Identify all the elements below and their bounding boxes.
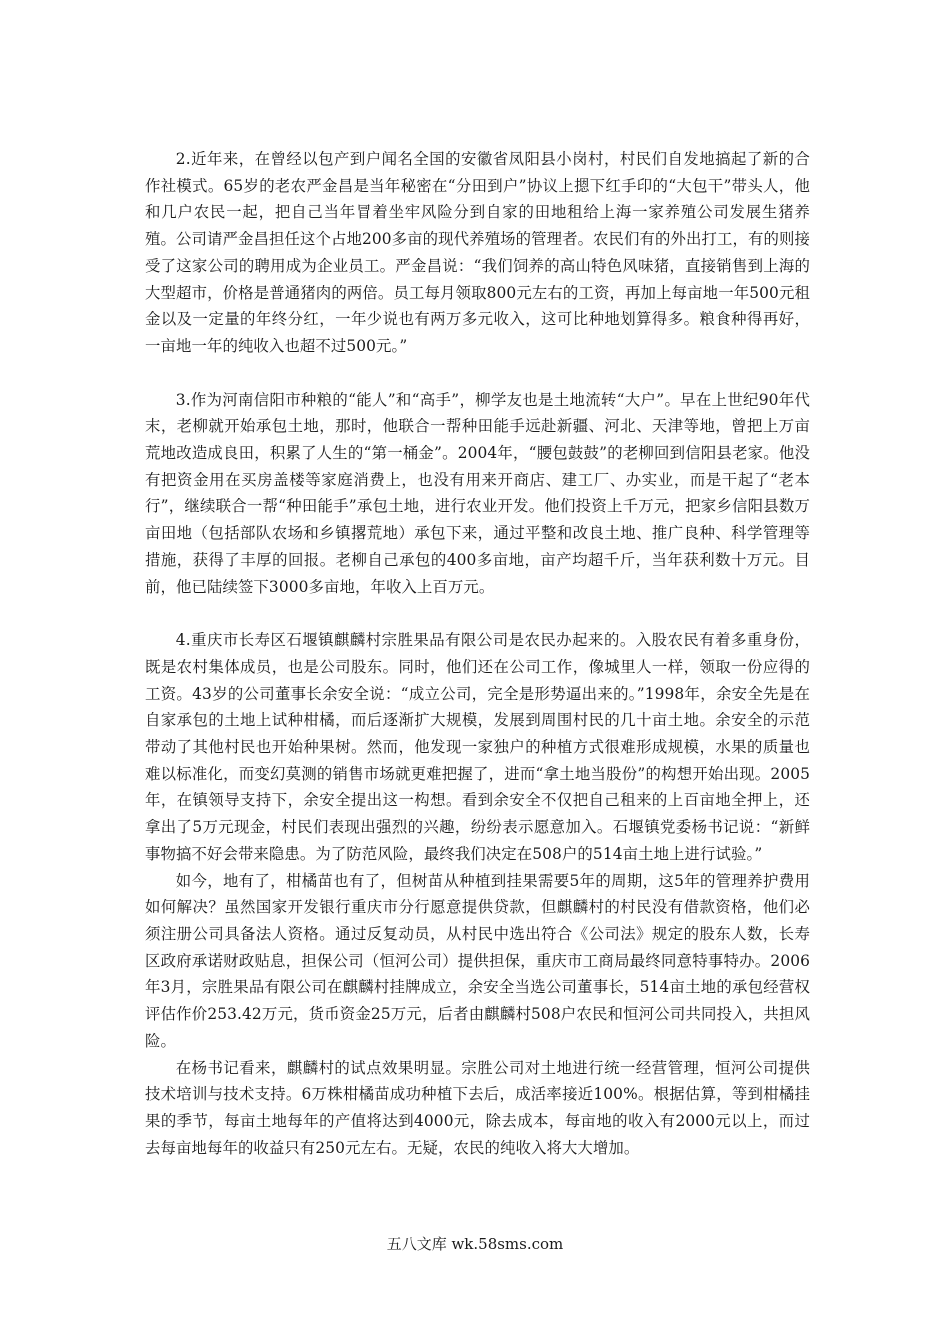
- paragraph-spacer: [145, 600, 810, 627]
- page-footer-watermark: 五八文库 wk.58sms.com: [386, 1235, 564, 1253]
- paragraph-3-liu-xueyou: 3.作为河南信阳市种粮的“能人”和“高手”，柳学友也是土地流转“大户”。早在上世纪90年代末，老柳就开始承包土地，那时，他联合一帮种田能手远赴新疆、河北、天津等地，曾把上万亩荒地改造成良田，积累了人生的“第一桶金”。2004年，“腰包鼓鼓”的老柳回到信阳县老家。他没有把资金用在买房盖楼等家庭消费上，也没有用来开商店、建工厂、办实业，而是干起了“老本行”，继续联合一帮“种田能手”承包土地，进行农业开发。他们投资上千万元，把家乡信阳县数万亩田地（包括部队农场和乡镇撂荒地）承包下来，通过平整和改良土地、推广良种、科学管理等措施，获得了丰厚的回报。老柳自己承包的400多亩地，亩产均超千斤，当年获利数十万元。目前，他已陆续签下3000多亩地，年收入上百万元。: [145, 390, 810, 596]
- paragraph-spacer: [145, 360, 810, 387]
- paragraph-4-continued-results: 在杨书记看来，麒麟村的试点效果明显。宗胜公司对土地进行统一经营管理，恒河公司提供技术培训与技术支持。6万株柑橘苗成功种植下去后，成活率接近100%。根据估算，等到柑橘挂果的季节，每亩土地每年的产值将达到4000元，除去成本，每亩地的收入有2000元以上，而过去每亩地每年的收益只有250元左右。无疑，农民的纯收入将大大增加。: [145, 1058, 810, 1157]
- paragraph-4-continued-funding: 如今，地有了，柑橘苗也有了，但树苗从种植到挂果需要5年的周期，这5年的管理养护费用如何解决？虽然国家开发银行重庆市分行愿意提供贷款，但麒麟村的村民没有借款资格，他们必须注册公司具备法人资格。通过反复动员，从村民中选出符合《公司法》规定的股东人数，长寿区政府承诺财政贴息，担保公司（恒河公司）提供担保，重庆市工商局最终同意特事特办。2006年3月，宗胜果品有限公司在麒麟村挂牌成立，余安全当选公司董事长，514亩土地的承包经营权评估作价253.42万元，货币资金25万元，后者由麒麟村508户农民和恒河公司共同投入，共担风险。: [145, 871, 810, 1050]
- paragraph-4-qilin-village: 4.重庆市长寿区石堰镇麒麟村宗胜果品有限公司是农民办起来的。入股农民有着多重身份，既是农村集体成员，也是公司股东。同时，他们还在公司工作，像城里人一样，领取一份应得的工资。43岁的公司董事长余安全说：“成立公司，完全是形势逼出来的。”1998年，余安全先是在自家承包的土地上试种柑橘，而后逐渐扩大规模，发展到周围村民的几十亩土地。余安全的示范带动了其他村民也开始种果树。然而，他发现一家独户的种植方式很难形成规模，水果的质量也难以标准化，而变幻莫测的销售市场就更难把握了，进而“拿土地当股份”的构想开始出现。2005年，在镇领导支持下，余安全提出这一构想。看到余安全不仅把自己租来的上百亩地全押上，还拿出了5万元现金，村民们表现出强烈的兴趣，纷纷表示愿意加入。石堰镇党委杨书记说：“新鲜事物搞不好会带来隐患。为了防范风险，最终我们决定在508户的514亩土地上进行试验。”: [145, 631, 810, 863]
- document-body: [145, 146, 810, 1161]
- paragraph-2-xiaogang: 2.近年来，在曾经以包产到户闻名全国的安徽省凤阳县小岗村，村民们自发地搞起了新的合作社模式。65岁的老农严金昌是当年秘密在“分田到户”协议上摁下红手印的“大包干”带头人，他和几户农民一起，把自己当年冒着坐牢风险分到自家的田地租给上海一家养殖公司发展生猪养殖。公司请严金昌担任这个占地200多亩的现代养殖场的管理者。农民们有的外出打工，有的则接受了这家公司的聘用成为企业员工。严金昌说：“我们饲养的高山特色风味猪，直接销售到上海的大型超市，价格是普通猪肉的两倍。员工每月领取800元左右的工资，再加上每亩地一年500元租金以及一定量的年终分红，一年少说也有两万多元收入，这可比种地划算得多。粮食种得再好，一亩地一年的纯收入也超不过500元。”: [145, 150, 810, 355]
